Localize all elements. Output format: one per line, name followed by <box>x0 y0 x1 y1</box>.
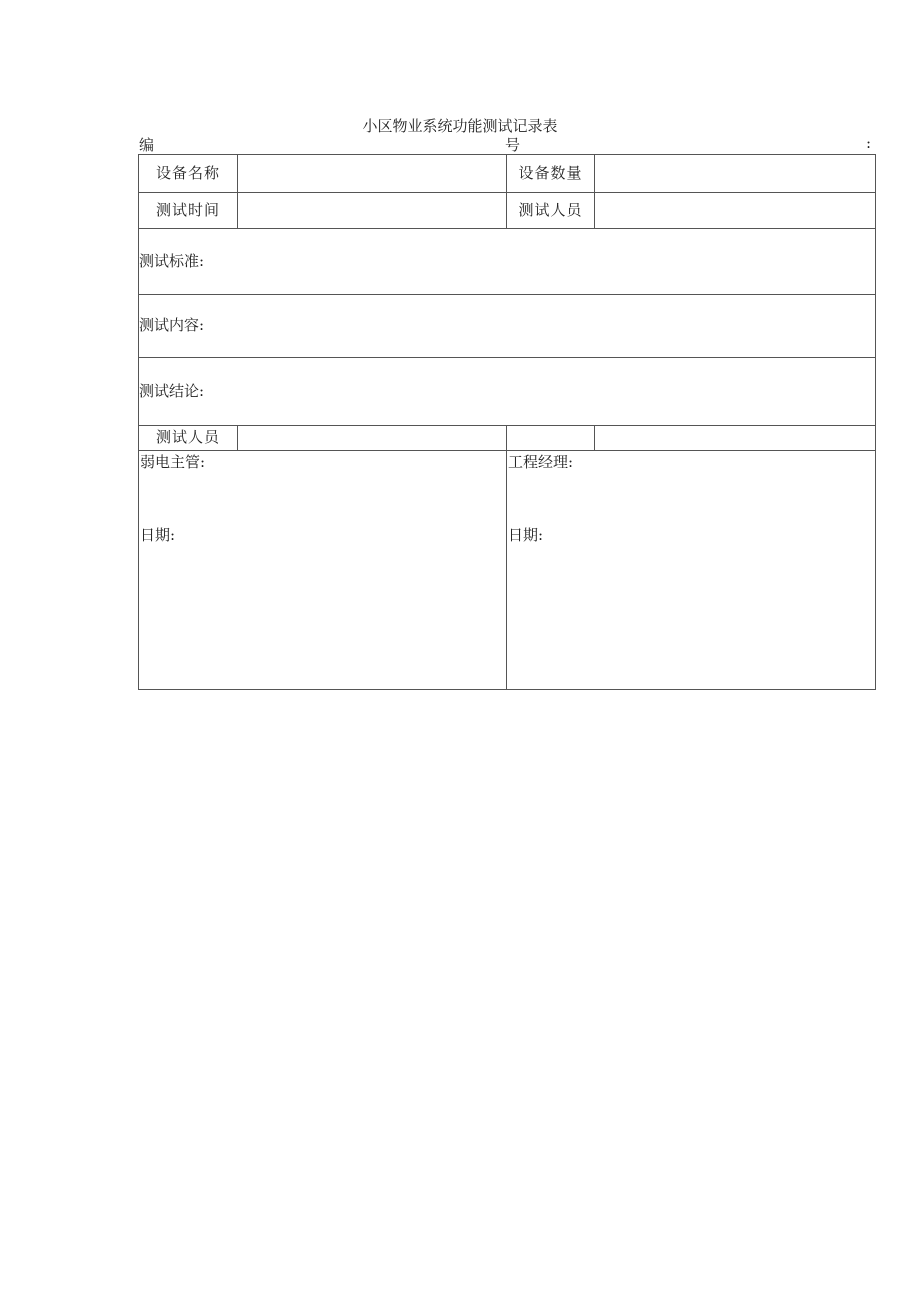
manager-label: 工程经理: <box>508 453 574 471</box>
form-row-conclusion <box>139 358 876 426</box>
form-row-signatures <box>139 451 876 690</box>
equipment-quantity-label: 设备数量 <box>507 155 595 193</box>
personnel-label: 测试人员 <box>139 426 238 451</box>
test-standard-section[interactable] <box>139 229 876 295</box>
test-content-label: 测试内容: <box>139 316 205 335</box>
form-row-standard <box>139 229 876 295</box>
test-content-section[interactable] <box>139 295 876 358</box>
supervisor-signature-section[interactable] <box>139 451 507 690</box>
personnel-extra-label <box>507 426 595 451</box>
test-record-form <box>138 154 876 690</box>
supervisor-date-label: 日期: <box>140 526 176 544</box>
supervisor-label: 弱电主管: <box>140 453 206 471</box>
serial-label-part1: 编 <box>139 136 155 154</box>
tester-field[interactable] <box>595 193 876 229</box>
test-conclusion-label: 测试结论: <box>139 381 205 400</box>
form-row-content <box>139 295 876 358</box>
serial-label-part2: 号 <box>505 136 521 154</box>
test-time-field[interactable] <box>238 193 507 229</box>
personnel-field[interactable] <box>238 426 507 451</box>
page-title: 小区物业系统功能测试记录表 <box>362 117 558 135</box>
manager-date-label: 日期: <box>508 526 544 544</box>
test-conclusion-section[interactable] <box>139 358 876 426</box>
serial-label-colon: : <box>866 134 872 152</box>
equipment-quantity-field[interactable] <box>595 155 876 193</box>
test-standard-label: 测试标准: <box>139 251 205 270</box>
form-row-personnel <box>139 426 876 451</box>
equipment-name-label: 设备名称 <box>139 155 238 193</box>
personnel-extra-field[interactable] <box>595 426 876 451</box>
test-time-label: 测试时间 <box>139 193 238 229</box>
manager-signature-section[interactable] <box>507 451 876 690</box>
form-row-equipment <box>139 155 876 193</box>
form-row-test-info <box>139 193 876 229</box>
tester-label: 测试人员 <box>507 193 595 229</box>
equipment-name-field[interactable] <box>238 155 507 193</box>
